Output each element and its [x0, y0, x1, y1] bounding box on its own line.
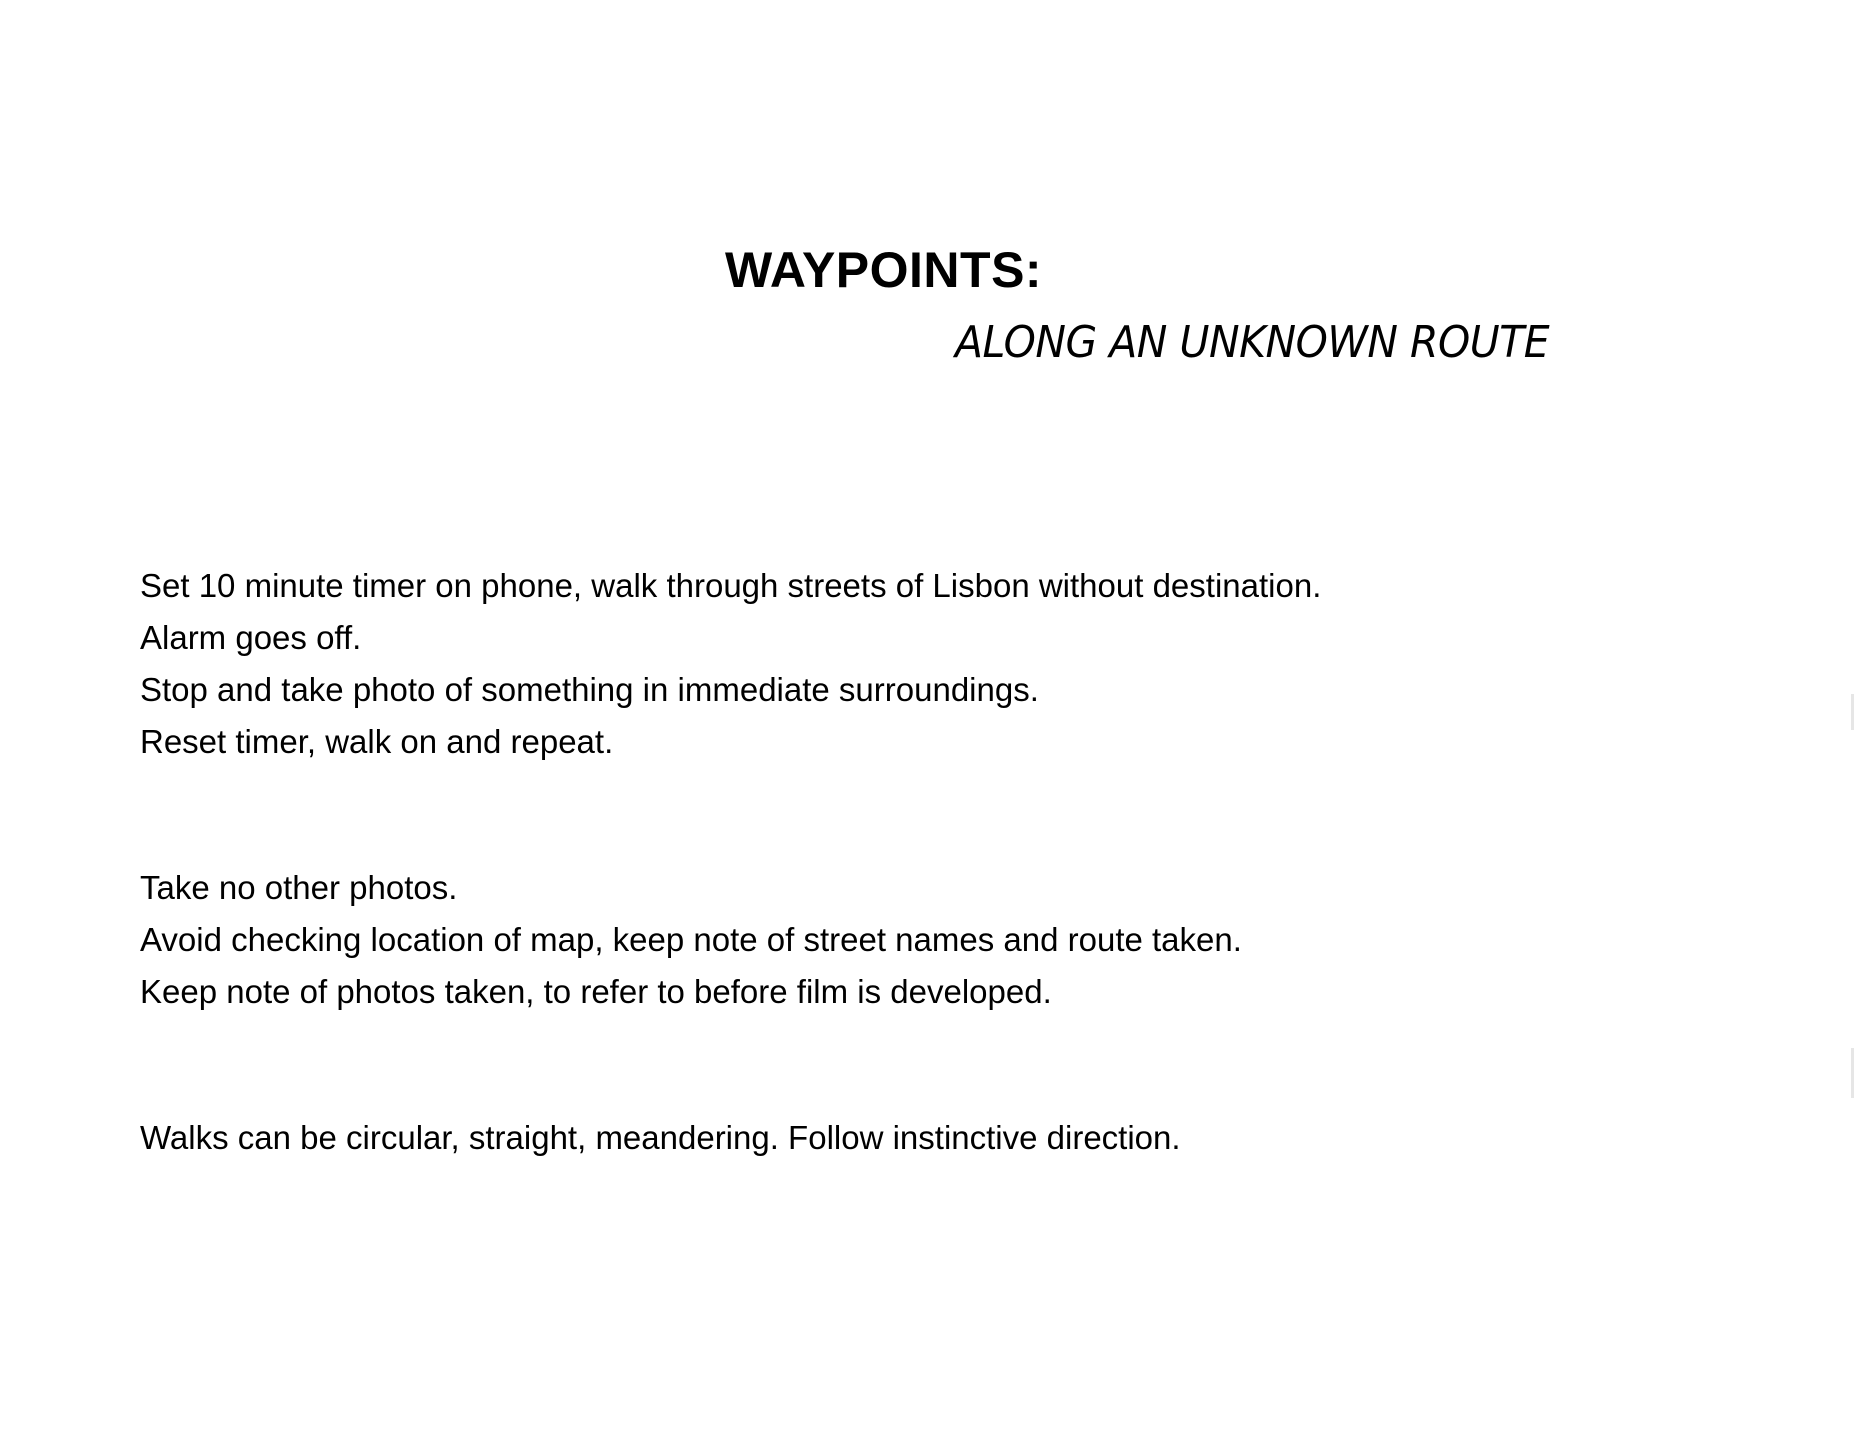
text-line: Walks can be circular, straight, meandering. Follow instinctive direction.	[140, 1119, 1181, 1156]
text-line: Set 10 minute timer on phone, walk through streets of Lisbon without destination.	[140, 567, 1322, 604]
text-line: Alarm goes off.	[140, 619, 362, 656]
page-title: WAYPOINTS:	[725, 242, 1043, 298]
text-line: Keep note of photos taken, to refer to before film is developed.	[140, 973, 1052, 1010]
notes-paragraph	[140, 1112, 1181, 1164]
page-subtitle: ALONG AN UNKNOWN ROUTE	[955, 317, 1550, 368]
rules-paragraph	[140, 862, 1242, 1018]
text-line: Avoid checking location of map, keep note of street names and route taken.	[140, 921, 1242, 958]
text-line: Take no other photos.	[140, 869, 458, 906]
text-line: Stop and take photo of something in immediate surroundings.	[140, 671, 1039, 708]
instructions-paragraph	[140, 560, 1321, 768]
text-line: Reset timer, walk on and repeat.	[140, 723, 614, 760]
